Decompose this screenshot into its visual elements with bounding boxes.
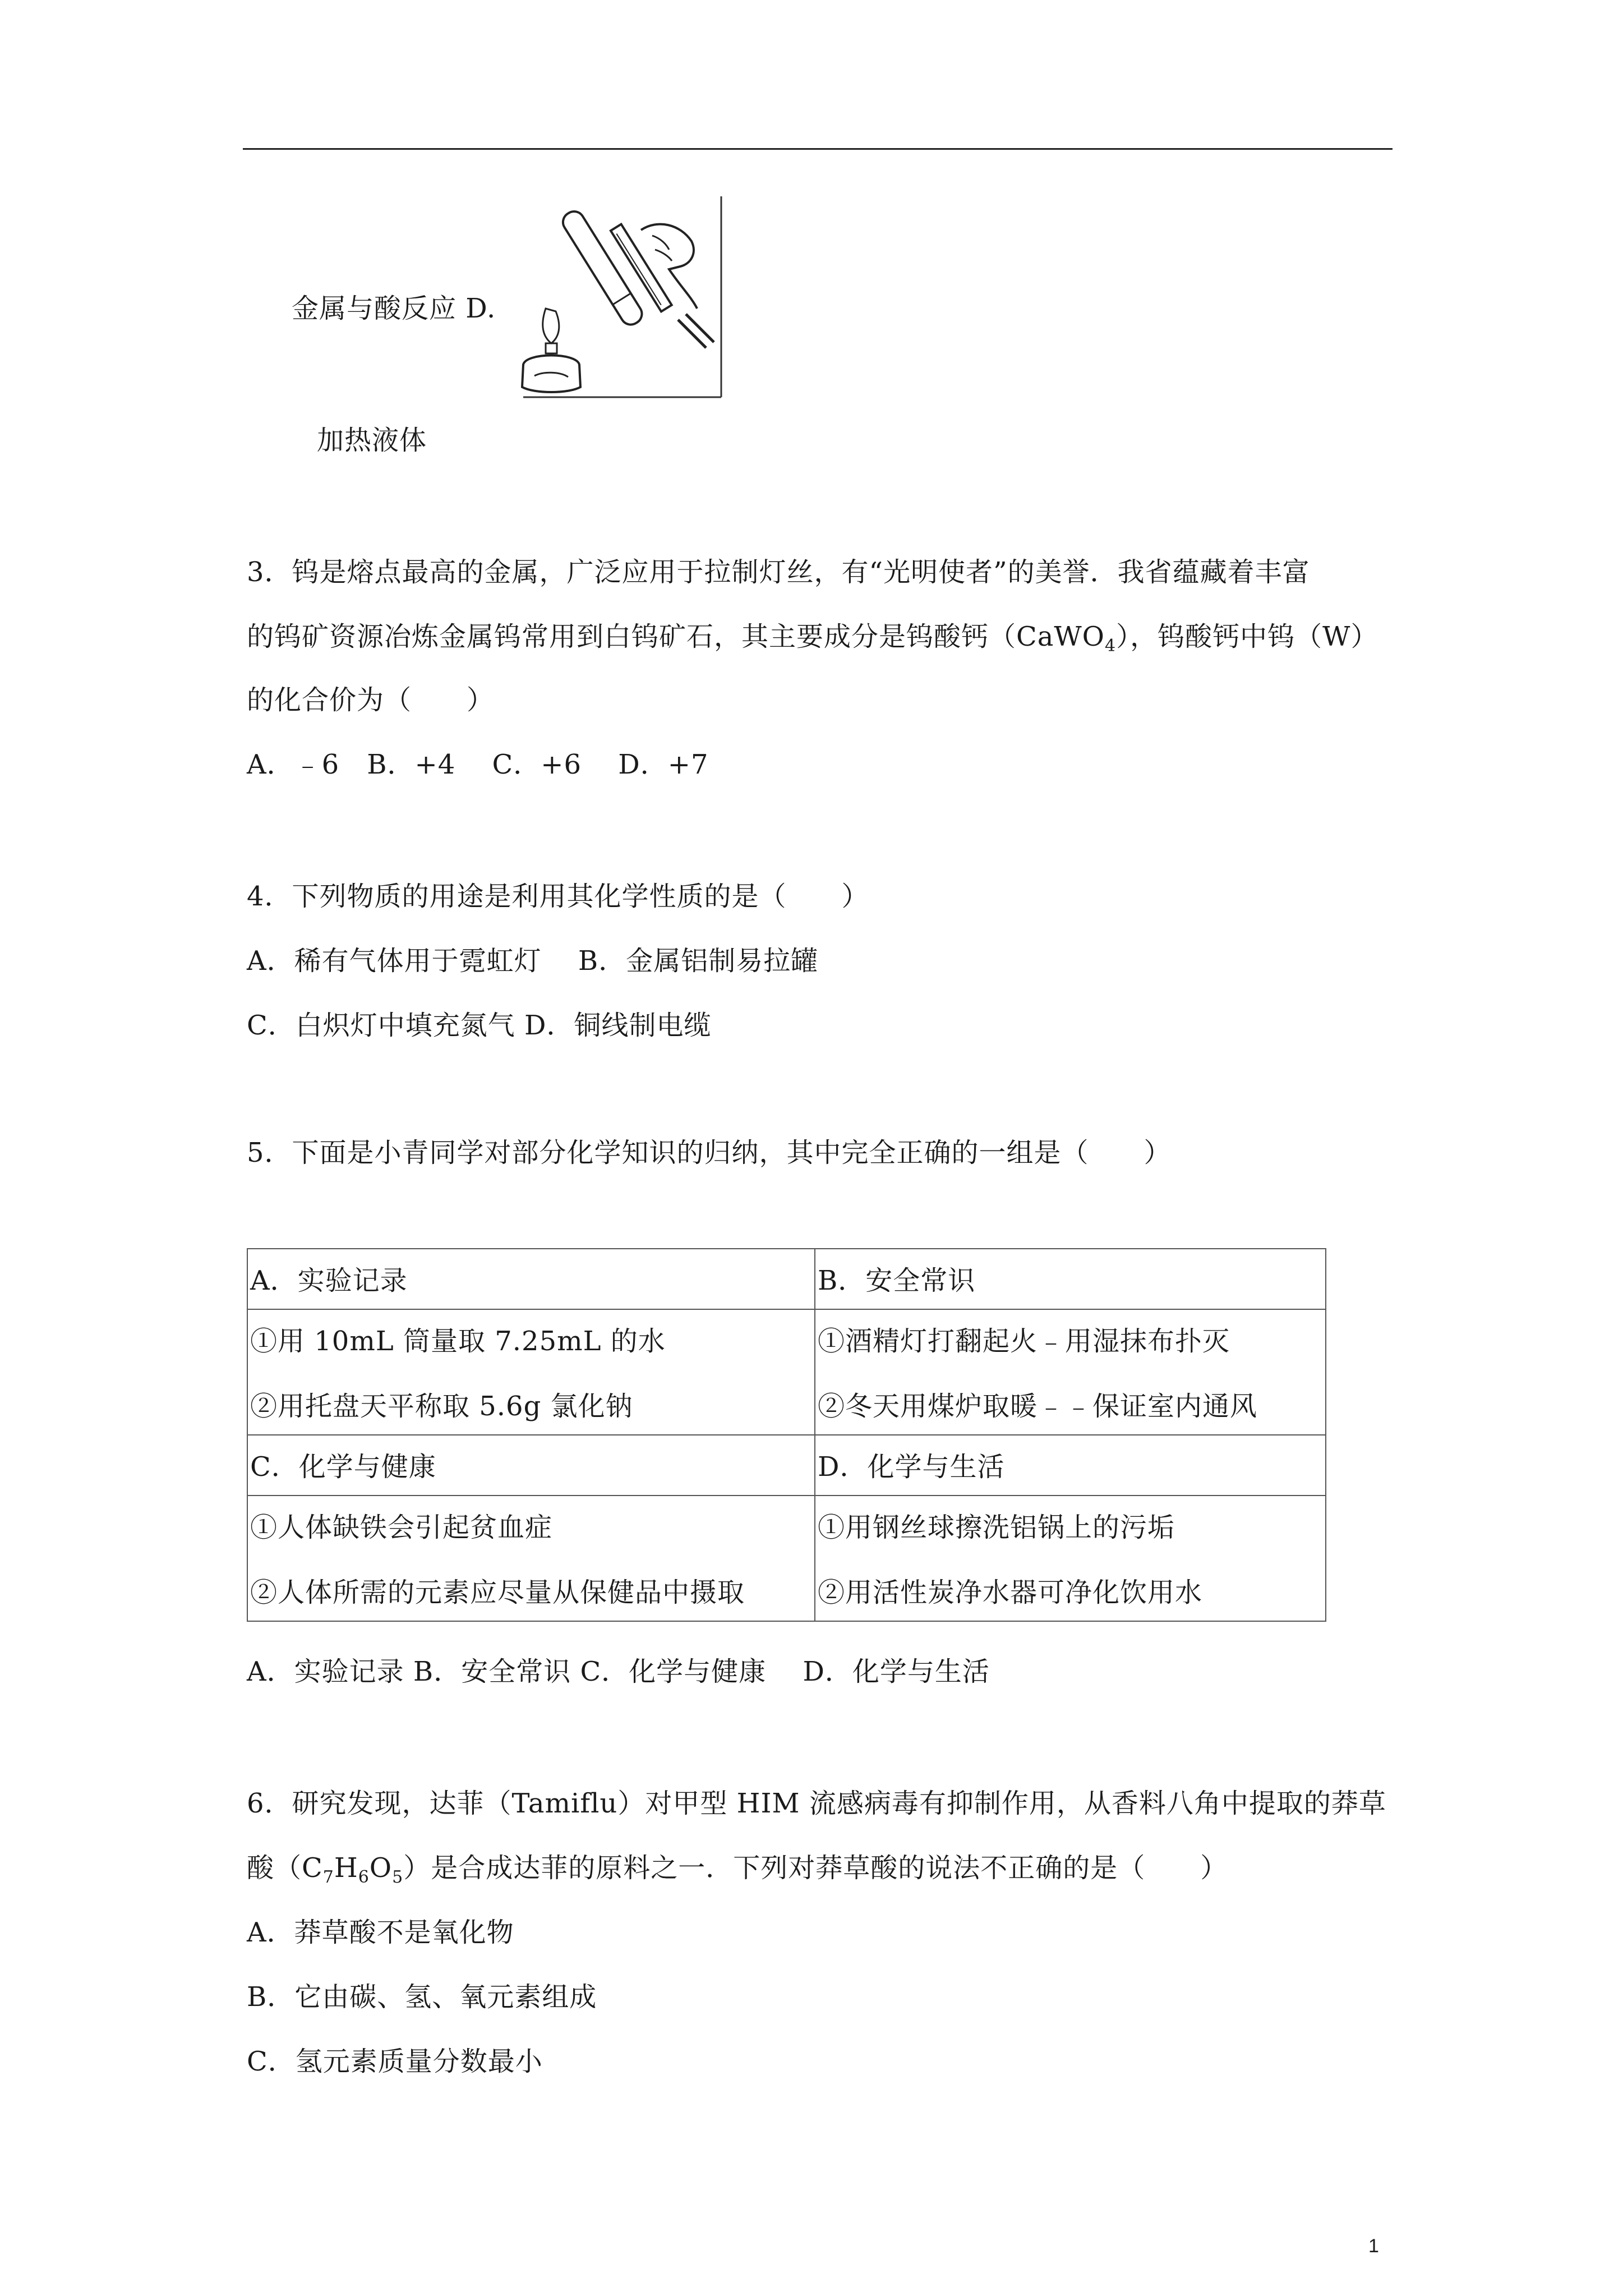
q3-stem-line-3: 的化合价为（ ） [247, 684, 495, 716]
table-cell-b-item-1: ①酒精灯打翻起火﹣用湿抹布扑灭 [818, 1326, 1230, 1357]
q3-stem-line-2: 的钨矿资源冶炼金属钨常用到白钨矿石，其主要成分是钨酸钙（CaWO$_4$），钨酸钙中钨（W） [247, 621, 1378, 656]
q5-stem: 5．下面是小青同学对部分化学知识的归纳，其中完全正确的一组是（ ） [247, 1137, 1172, 1168]
q4-stem: 4．下列物质的用途是利用其化学性质的是（ ） [247, 881, 869, 912]
table-cell-c-item-2: ②人体所需的元素应尽量从保健品中摄取 [250, 1577, 745, 1608]
q2-option-c-tail: 金属与酸反应 D. [292, 293, 496, 324]
table-cell-a-items [247, 1309, 815, 1435]
table-row [247, 1496, 1326, 1621]
table-cell-d-item-2: ②用活性炭净水器可净化饮用水 [818, 1577, 1203, 1608]
table-cell-c-head: C．化学与健康 [247, 1435, 815, 1496]
q5-options: A．实验记录 B．安全常识 C．化学与健康 D．化学与生活 [247, 1656, 990, 1687]
table-cell-d-head: D．化学与生活 [815, 1435, 1326, 1496]
table-row [247, 1435, 1326, 1496]
knowledge-summary-table [247, 1248, 1326, 1622]
header-rule [243, 148, 1393, 150]
table-cell-a-head: A．实验记录 [247, 1249, 815, 1309]
heating-liquid-figure [512, 196, 725, 398]
table-cell-c-item-1: ①人体缺铁会引起贫血症 [250, 1512, 553, 1543]
q4-options-cd: C．白炽灯中填充氮气 D．铜线制电缆 [247, 1010, 712, 1041]
q2-option-d-label: 加热液体 [317, 425, 427, 456]
table-cell-b-head: B．安全常识 [815, 1249, 1326, 1309]
table-row [247, 1309, 1326, 1435]
q3-options: A．﹣6 B．+4 C．+6 D．+7 [247, 749, 709, 780]
page-number: 1 [1368, 2235, 1379, 2257]
table-cell-a-item-1: ①用 10mL 筒量取 7.25mL 的水 [250, 1326, 666, 1357]
table-row [247, 1249, 1326, 1309]
table-cell-b-item-2: ②冬天用煤炉取暖﹣﹣保证室内通风 [818, 1391, 1258, 1422]
table-cell-d-items [815, 1496, 1326, 1621]
table-cell-c-items [247, 1496, 815, 1621]
q4-options-ab: A．稀有气体用于霓虹灯 B．金属铝制易拉罐 [247, 945, 819, 977]
q6-stem-line-1: 6．研究发现，达菲（Tamiflu）对甲型 HIM 流感病毒有抑制作用，从香料八角中提取的莽草 [247, 1788, 1386, 1819]
table-cell-a-item-2: ②用托盘天平称取 5.6g 氯化钠 [250, 1391, 633, 1422]
table-cell-d-item-1: ①用钢丝球擦洗铝锅上的污垢 [818, 1512, 1175, 1543]
q6-stem-line-2: 酸$(C_7H_6O_5)$是合成达菲的原料之一．下列对莽草酸的说法不正确的是（ ） [247, 1852, 1228, 1887]
q3-stem-line-1: 3．钨是熔点最高的金属，广泛应用于拉制灯丝，有“光明使者”的美誉．我省蕴藏着丰富 [247, 556, 1310, 588]
q6-option-c: C．氢元素质量分数最小 [247, 2046, 543, 2077]
table-cell-b-items [815, 1309, 1326, 1435]
q6-option-b: B．它由碳、氢、氧元素组成 [247, 1981, 597, 2013]
q6-option-a: A．莽草酸不是氧化物 [247, 1917, 514, 1948]
